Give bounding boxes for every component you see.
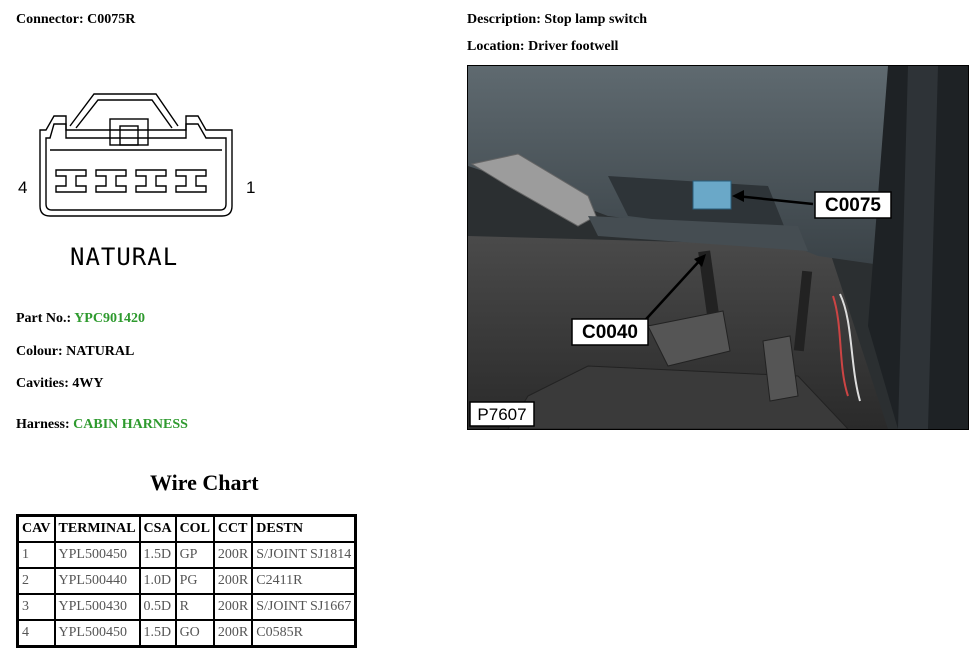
cell-destn: S/JOINT SJ1667 — [252, 594, 356, 620]
callout-upper-text: C0075 — [825, 195, 881, 216]
cell-destn: C2411R — [252, 568, 356, 594]
cell-terminal: YPL500450 — [55, 542, 140, 568]
cell-cct: 200R — [214, 568, 252, 594]
connector-face-diagram — [10, 86, 250, 226]
col-header-csa: CSA — [140, 516, 176, 543]
cell-cav: 1 — [18, 542, 55, 568]
cell-cav: 2 — [18, 568, 55, 594]
cell-destn: S/JOINT SJ1814 — [252, 542, 356, 568]
diagram-colour-text: NATURAL — [70, 243, 179, 271]
colour-row: Colour: NATURAL — [16, 344, 135, 359]
col-header-cct: CCT — [214, 516, 252, 543]
description-label: Description: Stop lamp switch — [467, 12, 648, 27]
location-label: Location: Driver footwell — [467, 39, 619, 54]
cell-cct: 200R — [214, 594, 252, 620]
part-no-value: YPC901420 — [74, 311, 145, 326]
cell-col: GP — [176, 542, 214, 568]
cell-cct: 200R — [214, 542, 252, 568]
location-value: Driver footwell — [528, 39, 619, 54]
cavities-value: 4WY — [72, 376, 104, 391]
cell-cct: 200R — [214, 620, 252, 647]
description-value: Stop lamp switch — [544, 12, 648, 27]
cell-destn: C0585R — [252, 620, 356, 647]
table-row — [18, 568, 356, 594]
stop-lamp-connector — [693, 181, 731, 209]
col-header-cav: CAV — [18, 516, 55, 543]
table-row — [18, 594, 356, 620]
cell-terminal: YPL500430 — [55, 594, 140, 620]
location-photo — [467, 65, 969, 430]
cell-csa: 1.5D — [140, 620, 176, 647]
harness-row: Harness: CABIN HARNESS — [16, 417, 188, 432]
cell-cav: 3 — [18, 594, 55, 620]
harness-value: CABIN HARNESS — [73, 417, 188, 432]
col-header-destn: DESTN — [252, 516, 356, 543]
photo-ref-text: P7607 — [477, 405, 527, 424]
connector-id: C0075R — [87, 12, 136, 27]
cell-csa: 1.0D — [140, 568, 176, 594]
part-no-row: Part No.: YPC901420 — [16, 311, 145, 326]
footwell-illustration — [468, 66, 968, 429]
colour-value: NATURAL — [66, 344, 135, 359]
pin-left-number: 4 — [18, 178, 28, 197]
cell-terminal: YPL500440 — [55, 568, 140, 594]
cell-col: PG — [176, 568, 214, 594]
cell-csa: 0.5D — [140, 594, 176, 620]
cell-csa: 1.5D — [140, 542, 176, 568]
connector-label: Connector: C0075R — [16, 12, 136, 27]
col-header-col: COL — [176, 516, 214, 543]
table-header-row — [18, 516, 356, 543]
cell-col: R — [176, 594, 214, 620]
cavity-3 — [96, 170, 126, 192]
table-row — [18, 542, 356, 568]
col-header-terminal: TERMINAL — [55, 516, 140, 543]
cell-col: GO — [176, 620, 214, 647]
pin-right-number: 1 — [246, 178, 256, 197]
callout-lower-text: C0040 — [582, 322, 638, 343]
cavities-row: Cavities: 4WY — [16, 376, 104, 391]
cavity-1 — [176, 170, 206, 192]
cell-cav: 4 — [18, 620, 55, 647]
cavity-2 — [136, 170, 166, 192]
table-row — [18, 620, 356, 647]
cell-terminal: YPL500450 — [55, 620, 140, 647]
wire-chart-table — [16, 514, 357, 648]
cavity-4 — [56, 170, 86, 192]
wire-chart-title: Wire Chart — [150, 470, 259, 495]
